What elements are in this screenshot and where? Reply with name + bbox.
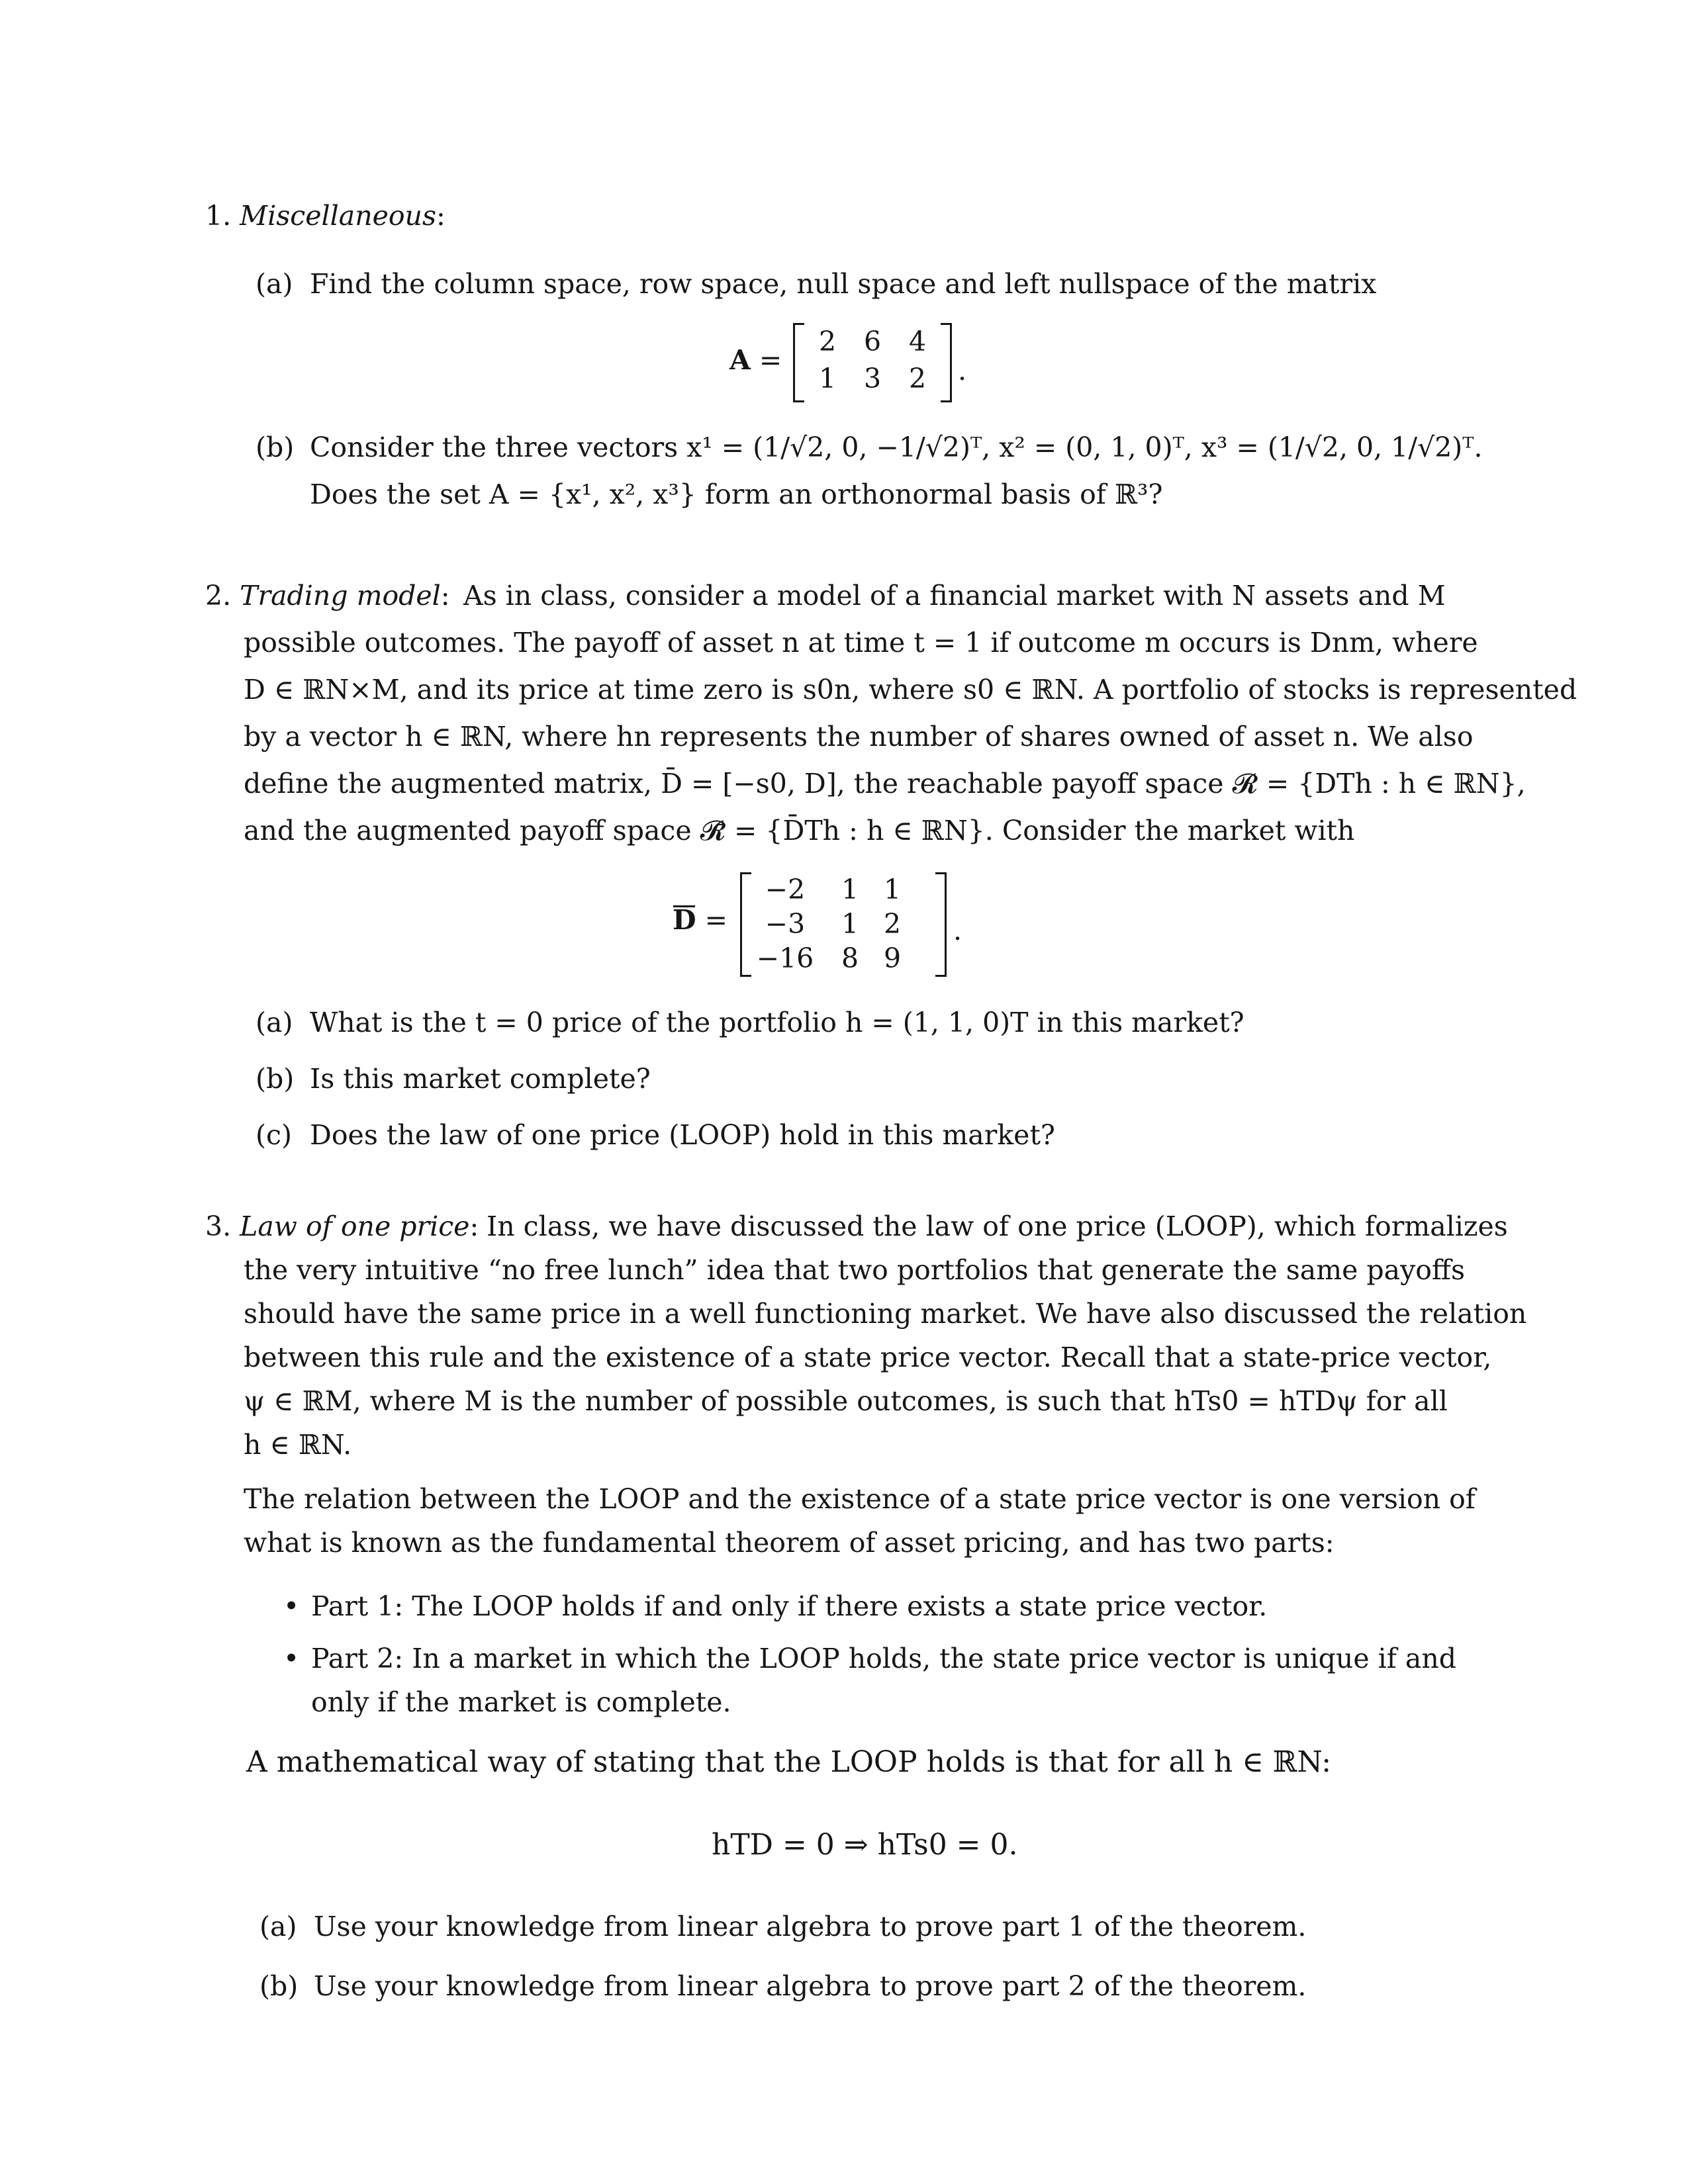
matrix-A-cell: 2 xyxy=(908,363,927,394)
q1a-label: (a) xyxy=(256,268,293,300)
q2c-text: Does the law of one price (LOOP) hold in this market? xyxy=(310,1119,1055,1151)
q3-bullet-1: Part 1: The LOOP holds if and only if there exists a state price vector. xyxy=(311,1590,1268,1622)
q3-para1-line: the very intuitive “no free lunch” idea that two portfolios that generate the same payoffs xyxy=(244,1254,1466,1286)
matrix-Dbar-cell: 9 xyxy=(883,942,902,974)
matrix-Dbar-cell: −2 xyxy=(765,874,806,905)
q2-title: Trading model xyxy=(240,580,441,612)
q3-para2-line: The relation between the LOOP and the existence of a state price vector is one version of xyxy=(244,1483,1476,1515)
q2-intro-line: define the augmented matrix, D̄ = [−s0, D], the reachable payoff space 𝓡 = {DTh : h ∈ ℝN}, xyxy=(244,768,1526,799)
q3-bullet-2: Part 2: In a market in which the LOOP holds, the state price vector is unique if and xyxy=(311,1643,1457,1674)
q3-para1-line: should have the same price in a well functioning market. We have also discussed the relation xyxy=(244,1298,1527,1330)
q1-number: 1. xyxy=(205,200,232,232)
q1b-line2: Does the set A = {x¹, x², x³} form an orthonormal basis of ℝ³? xyxy=(310,478,1163,510)
matrix-A-cell: 2 xyxy=(818,326,837,357)
q1-heading xyxy=(205,200,445,232)
q1a-text: Find the column space, row space, null space and left nullspace of the matrix xyxy=(310,268,1377,300)
bullet-icon: • xyxy=(283,1643,300,1674)
q3-para1-line: h ∈ ℝN. xyxy=(244,1429,352,1461)
q3b-text: Use your knowledge from linear algebra to prove part 2 of the theorem. xyxy=(314,1970,1307,2002)
q1-title: Miscellaneous xyxy=(240,200,437,232)
matrix-A-cell: 1 xyxy=(818,363,837,394)
matrix-A xyxy=(793,323,952,402)
matrix-Dbar-cell: 8 xyxy=(841,942,859,974)
matrix-A-cell: 4 xyxy=(908,326,927,357)
q2-intro-line: D ∈ ℝN×M, and its price at time zero is s0n, where s0 ∈ ℝN. A portfolio of stocks is represented xyxy=(244,674,1577,705)
q3-para1-line: between this rule and the existence of a state price vector. Recall that a state-price vector, xyxy=(244,1342,1492,1373)
q1b-line1: Consider the three vectors x¹ = (1/√2, 0, −1/√2)ᵀ, x² = (0, 1, 0)ᵀ, x³ = (1/√2, 0, 1/√2)ᵀ. xyxy=(310,432,1483,463)
q2-intro-line: possible outcomes. The payoff of asset n at time t = 1 if outcome m occurs is Dnm, where xyxy=(244,627,1478,659)
page: 1. Miscellaneous: (a) Find the column space, row space, null space and left nullspace of the matrix A = 2 6 4 1 3 2 . (b) Consider the three vectors x¹ = (1/√2, 0, −1/√2)ᵀ, x² = (0, 1, 0)ᵀ, x³ = (1/√2, 0, 1/√2)ᵀ. Does the set A = {x¹, x², x³} form an orthonormal basis of ℝ³? 2. Trading model: As in class, consider a model of a financial market with N assets and M possible outcomes. The payoff of asset n at time t = 1 if outcome m occurs is Dnm, where D ∈ ℝN×M, and its price at time zero is s0n, where s0 ∈ ℝN. A portfolio of stocks is represented by a vector h ∈ ℝN, where hn represents the number of shares owned of asset n. We also define the augmented matrix, D̄ = [−s0, D], the reachable payoff space 𝓡 = {DTh : h ∈ ℝN}, and the augmented payoff space 𝓡̄ = {D̄Th : h ∈ ℝN}. Consider the market with D = −2 1 1 −3 1 2 −16 8 9 . (a) What is the t = 0 price of the portfolio h = (1, 1, 0)T in this market? (b) Is this market complete? (c) Does the law of one price (LOOP) hold in this market? 3. Law of one price: In class, we have discussed the law of one price (LOOP), which formalizes the very intuitive “no free lunch” idea that two portfolios that generate the same payoffs should have the same price in a well functioning market. We have also discussed the relation between this rule and the existence of a state price vector. Recall that a state-price vector, ψ ∈ ℝM, where M is the number of possible outcomes, is such that hTs0 = hTDψ for all h ∈ ℝN. The relation between the LOOP and the existence of a state price vector is one version of what is known as the fundamental theorem of asset pricing, and has two parts: • Part 1: The LOOP holds if and only if there exists a state price vector. • Part 2: In a market in which the LOOP holds, the state price vector is unique if and only if the market is complete. A mathematical way of stating that the LOOP holds is that for all h ∈ ℝN: hTD = 0 ⇒ hTs0 = 0. (a) Use your knowledge from linear algebra to prove part 1 of the theorem. (b) Use your knowledge from linear algebra to prove part 2 of the theorem. xyxy=(205,200,1577,2002)
q2-heading: 2. Trading model: xyxy=(205,580,450,612)
q2-intro-line: by a vector h ∈ ℝN, where hn represents the number of shares owned of asset n. We also xyxy=(244,721,1474,752)
matrix-A-name: A xyxy=(729,344,751,376)
q3a-label: (a) xyxy=(259,1911,297,1942)
matrix-Dbar-cell: 1 xyxy=(841,908,859,940)
matrix-A-cell: 3 xyxy=(863,363,882,394)
q1-title-suffix: : xyxy=(436,200,445,232)
q2b-text: Is this market complete? xyxy=(310,1063,651,1095)
matrix-A-lhs: A = xyxy=(729,344,782,376)
matrix-Dbar-lhs: D = xyxy=(673,904,727,936)
q3a-text: Use your knowledge from linear algebra to prove part 1 of the theorem. xyxy=(314,1911,1307,1942)
matrix-Dbar-cell: −16 xyxy=(756,942,814,974)
q3-para1-line: In class, we have discussed the law of one price (LOOP), which formalizes xyxy=(487,1210,1508,1242)
q2c-label: (c) xyxy=(256,1119,292,1151)
q3-para2-line: what is known as the fundamental theorem of asset pricing, and has two parts: xyxy=(244,1527,1335,1559)
q2b-label: (b) xyxy=(256,1063,295,1095)
q3-bullet-2-cont: only if the market is complete. xyxy=(311,1686,731,1718)
q2-intro-line: and the augmented payoff space 𝓡̄ = {D̄Th : h ∈ ℝN}. Consider the market with xyxy=(244,815,1355,846)
q3-para3: A mathematical way of stating that the LOOP holds is that for all h ∈ ℝN: xyxy=(246,1745,1332,1779)
bullet-icon: • xyxy=(283,1590,300,1622)
q3-heading: 3. Law of one price: xyxy=(205,1210,479,1242)
q3b-label: (b) xyxy=(259,1970,299,2002)
q3-equation: hTD = 0 ⇒ hTs0 = 0. xyxy=(712,1828,1018,1862)
matrix-A-cell: 6 xyxy=(863,326,882,357)
q2-number: 2. xyxy=(205,580,232,612)
matrix-Dbar-cell: 1 xyxy=(883,874,902,905)
matrix-Dbar-cell: 1 xyxy=(841,874,859,905)
q1b-label: (b) xyxy=(256,432,295,463)
q3-number: 3. xyxy=(205,1210,232,1242)
q3-para1-line: ψ ∈ ℝM, where M is the number of possible outcomes, is such that hTs0 = hTDψ for all xyxy=(244,1385,1448,1417)
q2a-text: What is the t = 0 price of the portfolio h = (1, 1, 0)T in this market? xyxy=(310,1007,1244,1038)
q2-intro-line: As in class, consider a model of a financial market with N assets and M xyxy=(463,580,1446,612)
matrix-Dbar xyxy=(740,872,947,977)
matrix-Dbar-cell: 2 xyxy=(883,908,902,940)
matrix-Dbar-cell: −3 xyxy=(765,908,806,940)
q3-title: Law of one price xyxy=(240,1210,470,1242)
q2a-label: (a) xyxy=(256,1007,293,1038)
